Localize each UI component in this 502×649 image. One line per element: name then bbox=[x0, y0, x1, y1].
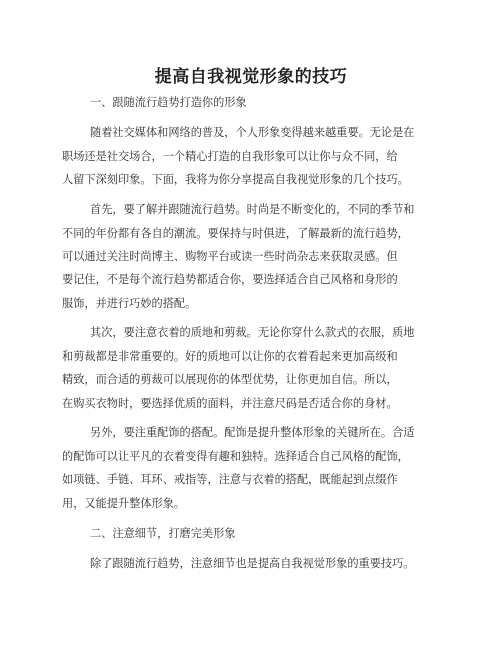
paragraph-line: 其次，要注意衣着的质地和剪裁。无论你穿什么款式的衣服，质地 bbox=[90, 326, 415, 339]
paragraph-line: 人留下深刻印象。下面，我将为你分享提高自我视觉形象的几个技巧。 bbox=[62, 173, 409, 186]
paragraph-line: 如项链、手链、耳环、戒指等，注意与衣着的搭配，既能起到点缀作 bbox=[62, 473, 398, 486]
paragraph-line: 随着社交媒体和网络的普及，个人形象变得越来越重要。无论是在 bbox=[90, 126, 415, 139]
paragraph-line: 不同的年份都有各自的潮流。要保持与时俱进，了解最新的流行趋势， bbox=[62, 227, 409, 240]
section-heading-1: 一、跟随流行趋势打造你的形象 bbox=[90, 96, 247, 109]
paragraph-line: 和剪裁都是非常重要的。好的质地可以让你的衣着看起来更加高级和 bbox=[62, 350, 398, 363]
paragraph-line: 在购买衣物时，要选择优质的面料，并注意尺码是否适合你的身材。 bbox=[62, 397, 398, 410]
paragraph-line: 的配饰可以让平凡的衣着变得有趣和独特。选择适合自己风格的配饰， bbox=[62, 450, 409, 463]
paragraph-line: 要记住，不是每个流行趋势都适合你，要选择适合自己风格和身形的 bbox=[62, 273, 398, 286]
paragraph-line: 另外，要注重配饰的搭配。配饰是提升整体形象的关键所在。合适 bbox=[90, 426, 415, 439]
paragraph-line: 职场还是社交场合，一个精心打造的自我形象可以让你与众不同，给 bbox=[62, 150, 398, 163]
document-title: 提高自我视觉形象的技巧 bbox=[154, 67, 348, 87]
paragraph-line: 可以通过关注时尚博主、购物平台或读一些时尚杂志来获取灵感。但 bbox=[62, 250, 398, 263]
paragraph-line: 首先，要了解并跟随流行趋势。时尚是不断变化的，不同的季节和 bbox=[90, 203, 415, 216]
paragraph-line: 用，又能提升整体形象。 bbox=[62, 497, 186, 510]
paragraph-line: 精致，而合适的剪裁可以展现你的体型优势，让你更加自信。所以， bbox=[62, 373, 398, 386]
section-heading-2: 二、注意细节，打磨完美形象 bbox=[90, 527, 236, 540]
paragraph-line: 除了跟随流行趋势，注意细节也是提高自我视觉形象的重要技巧。 bbox=[90, 557, 415, 570]
paragraph-line: 服饰，并进行巧妙的搭配。 bbox=[62, 297, 197, 310]
